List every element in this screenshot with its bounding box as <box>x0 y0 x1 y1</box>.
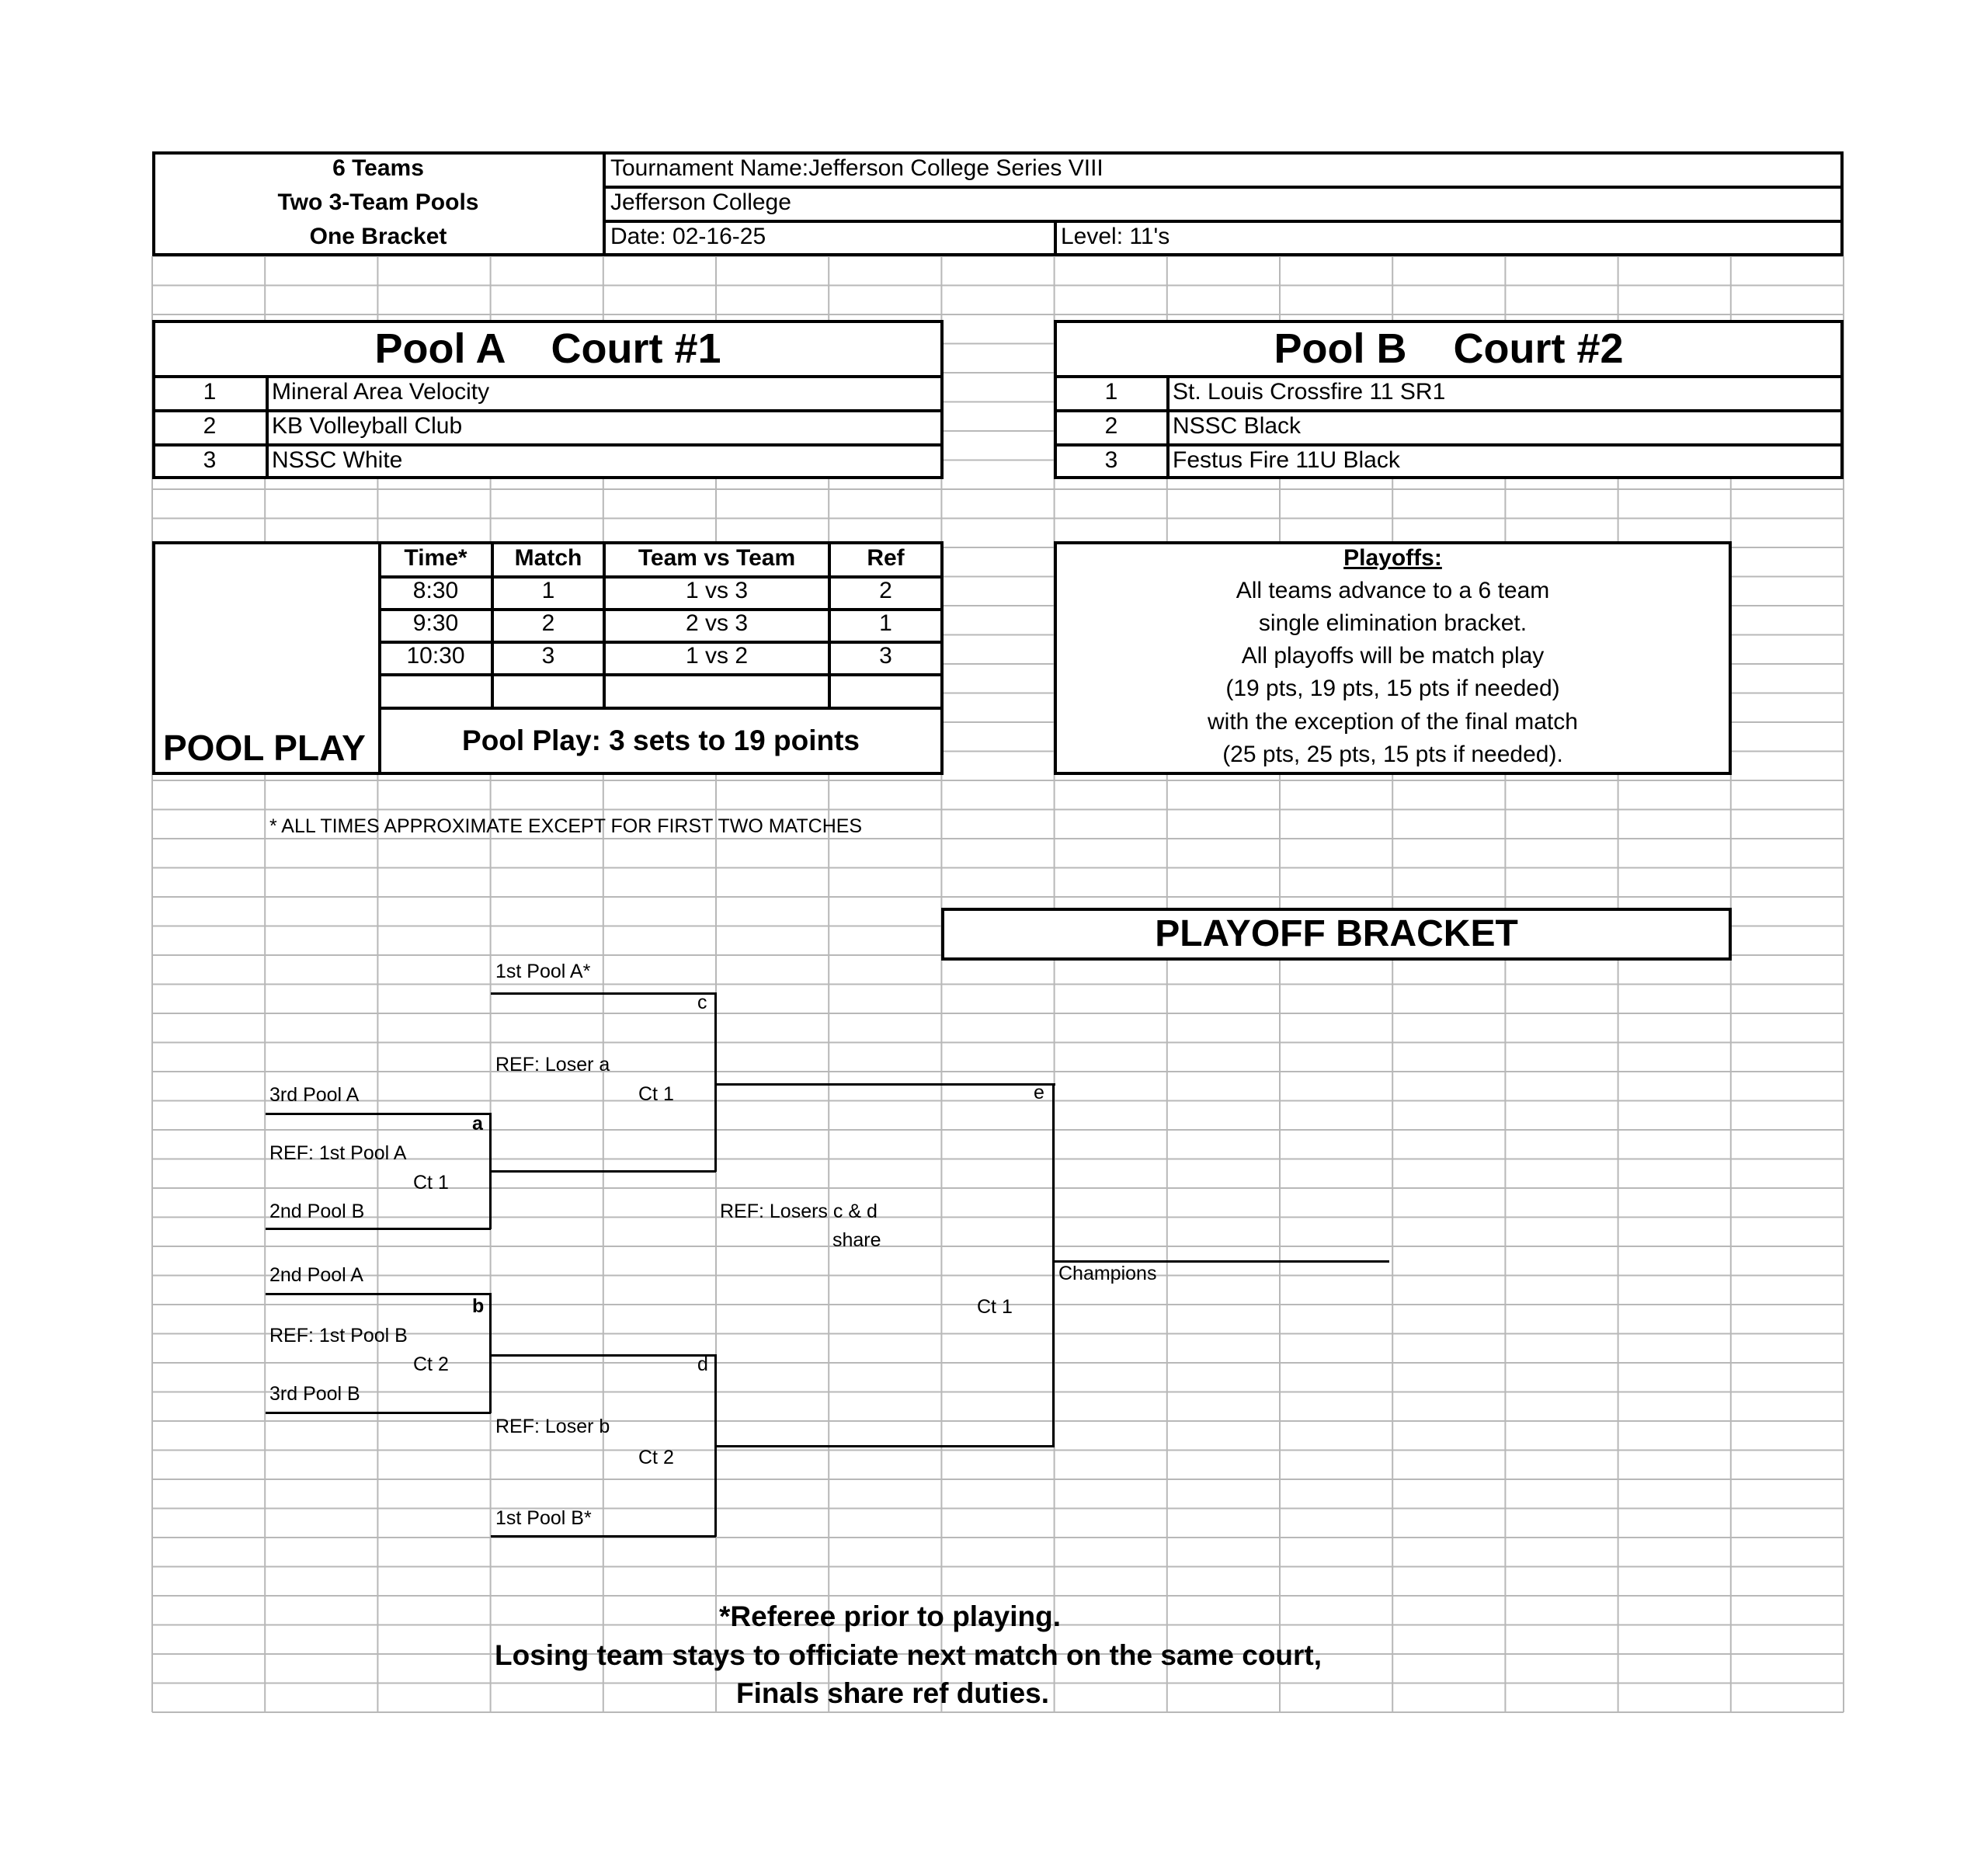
header-divider <box>603 151 606 256</box>
pool-a-seed-1: 1 <box>203 379 217 405</box>
pool-a-team-3: NSSC White <box>272 447 403 473</box>
pool-play-format: Pool Play: 3 sets to 19 points <box>462 724 860 756</box>
bracket-line-winner-a <box>491 1170 716 1173</box>
bracket-line-3rd-pool-b <box>266 1412 491 1414</box>
label-ref-loser-b: REF: Loser b <box>495 1416 610 1437</box>
header-row-line-2 <box>603 220 1844 223</box>
schedule-row-line-4 <box>378 707 944 710</box>
label-2nd-pool-a: 2nd Pool A <box>269 1264 363 1286</box>
pool-b-seed-divider <box>1166 375 1170 479</box>
schedule-row-2-match: 2 <box>541 610 555 636</box>
pool-b-seed-2: 2 <box>1104 413 1118 439</box>
date: Date: 02-16-25 <box>610 224 766 249</box>
schedule-row-line-3 <box>378 673 944 676</box>
schedule-row-line-1 <box>378 608 944 611</box>
schedule-header-ref: Ref <box>867 545 905 571</box>
pool-play-label: POOL PLAY <box>163 728 366 768</box>
pool-a-seed-2: 2 <box>203 413 217 439</box>
label-champions: Champions <box>1058 1263 1157 1284</box>
pool-a-team-2: KB Volleyball Club <box>272 413 463 439</box>
schedule-row-3-match: 3 <box>541 643 555 669</box>
pool-b-line-2 <box>1054 409 1844 412</box>
label-match-c: c <box>697 992 707 1013</box>
label-ct2-d: Ct 2 <box>638 1447 674 1468</box>
schedule-header-teams: Team vs Team <box>638 545 796 571</box>
bracket-line-c-vertical <box>714 992 717 1172</box>
schedule-row-1-ref: 2 <box>879 578 892 603</box>
pool-b-team-2: NSSC Black <box>1173 413 1302 439</box>
pool-a-line-3 <box>152 443 944 447</box>
pool-a-title: Pool A Court #1 <box>374 325 721 372</box>
label-match-a: a <box>472 1113 483 1135</box>
label-3rd-pool-b: 3rd Pool B <box>269 1383 360 1405</box>
label-2nd-pool-b: 2nd Pool B <box>269 1201 365 1222</box>
header-teams: 6 Teams <box>332 155 424 181</box>
pool-b-seed-1: 1 <box>1104 379 1118 405</box>
schedule-row-2-teams: 2 vs 3 <box>685 610 749 636</box>
label-ref-loser-a: REF: Loser a <box>495 1054 610 1075</box>
label-ref-losers-cd: REF: Losers c & d <box>720 1201 878 1222</box>
playoff-bracket-title: PLAYOFF BRACKET <box>1155 913 1518 954</box>
footer-line-2: Losing team stays to officiate next match on the same court, <box>495 1639 1322 1671</box>
schedule-header-match: Match <box>514 545 582 571</box>
bracket-line-2nd-pool-a <box>266 1293 491 1295</box>
schedule-row-3-time: 10:30 <box>406 643 465 669</box>
times-note: * ALL TIMES APPROXIMATE EXCEPT FOR FIRST TWO MATCHES <box>269 815 863 837</box>
label-match-d: d <box>697 1353 708 1375</box>
label-match-e: e <box>1034 1082 1044 1103</box>
pool-a-seed-divider <box>266 375 269 479</box>
schedule-row-1-match: 1 <box>541 578 555 603</box>
playoffs-title: Playoffs: <box>1343 545 1442 571</box>
schedule-row-2-time: 9:30 <box>412 610 459 636</box>
venue: Jefferson College <box>610 189 791 215</box>
schedule-header-time: Time* <box>404 545 467 571</box>
label-ref-1st-pool-b: REF: 1st Pool B <box>269 1325 408 1346</box>
bracket-line-1st-pool-a <box>491 992 716 995</box>
schedule-row-3-ref: 3 <box>879 643 892 669</box>
bracket-line-2nd-pool-b <box>266 1228 491 1230</box>
schedule-row-2-ref: 1 <box>879 610 892 636</box>
header-bracket: One Bracket <box>309 224 447 249</box>
label-3rd-pool-a: 3rd Pool A <box>269 1084 360 1106</box>
bracket-line-d-output <box>714 1445 1055 1447</box>
schedule-row-3-teams: 1 vs 2 <box>685 643 749 669</box>
pool-a-line-1 <box>152 375 944 378</box>
level: Level: 11's <box>1061 224 1170 249</box>
pool-b-line-1 <box>1054 375 1844 378</box>
pool-b-line-3 <box>1054 443 1844 447</box>
playoffs-line-6: (25 pts, 25 pts, 15 pts if needed). <box>1222 742 1563 767</box>
schedule-header-line <box>378 575 944 579</box>
header-pools: Two 3-Team Pools <box>277 189 479 215</box>
playoffs-line-2: single elimination bracket. <box>1258 610 1527 636</box>
label-ct1-c: Ct 1 <box>638 1083 674 1105</box>
schedule-row-1-teams: 1 vs 3 <box>685 578 749 603</box>
pool-b-team-1: St. Louis Crossfire 11 SR1 <box>1173 379 1446 405</box>
footer-line-3: Finals share ref duties. <box>736 1677 1050 1709</box>
bracket-line-e-vertical <box>1052 1083 1055 1447</box>
pool-b-title: Pool B Court #2 <box>1274 325 1624 372</box>
playoffs-line-4: (19 pts, 19 pts, 15 pts if needed) <box>1225 676 1560 701</box>
bracket-line-3rd-pool-a <box>266 1113 491 1115</box>
bracket-line-1st-pool-b <box>491 1535 716 1538</box>
bracket-line-b-vertical <box>489 1293 492 1413</box>
bracket-line-c-output <box>714 1083 1055 1086</box>
pool-a-team-1: Mineral Area Velocity <box>272 379 490 405</box>
bracket-line-winner-b <box>491 1354 716 1357</box>
pool-b-team-3: Festus Fire 11U Black <box>1173 447 1400 473</box>
tournament-name: Tournament Name:Jefferson College Series VIII <box>610 155 1103 181</box>
pool-a-seed-3: 3 <box>203 447 217 473</box>
label-ct2-b: Ct 2 <box>413 1353 449 1375</box>
header-level-divider <box>1054 220 1057 256</box>
playoffs-line-1: All teams advance to a 6 team <box>1236 578 1550 603</box>
footer-line-1: *Referee prior to playing. <box>719 1600 1061 1632</box>
label-match-b: b <box>472 1295 485 1317</box>
label-share: share <box>832 1229 881 1251</box>
label-ct1-e: Ct 1 <box>977 1296 1013 1318</box>
label-ct1-a: Ct 1 <box>413 1172 449 1194</box>
playoffs-line-3: All playoffs will be match play <box>1241 643 1545 669</box>
schedule-row-1-time: 8:30 <box>412 578 459 603</box>
pool-b-seed-3: 3 <box>1104 447 1118 473</box>
playoffs-line-5: with the exception of the final match <box>1208 709 1578 735</box>
label-1st-pool-a: 1st Pool A* <box>495 961 591 982</box>
label-ref-1st-pool-a: REF: 1st Pool A <box>269 1142 407 1164</box>
label-1st-pool-b: 1st Pool B* <box>495 1507 592 1529</box>
bracket-line-a-vertical <box>489 1113 492 1229</box>
header-row-line-1 <box>603 186 1844 189</box>
pool-a-line-2 <box>152 409 944 412</box>
